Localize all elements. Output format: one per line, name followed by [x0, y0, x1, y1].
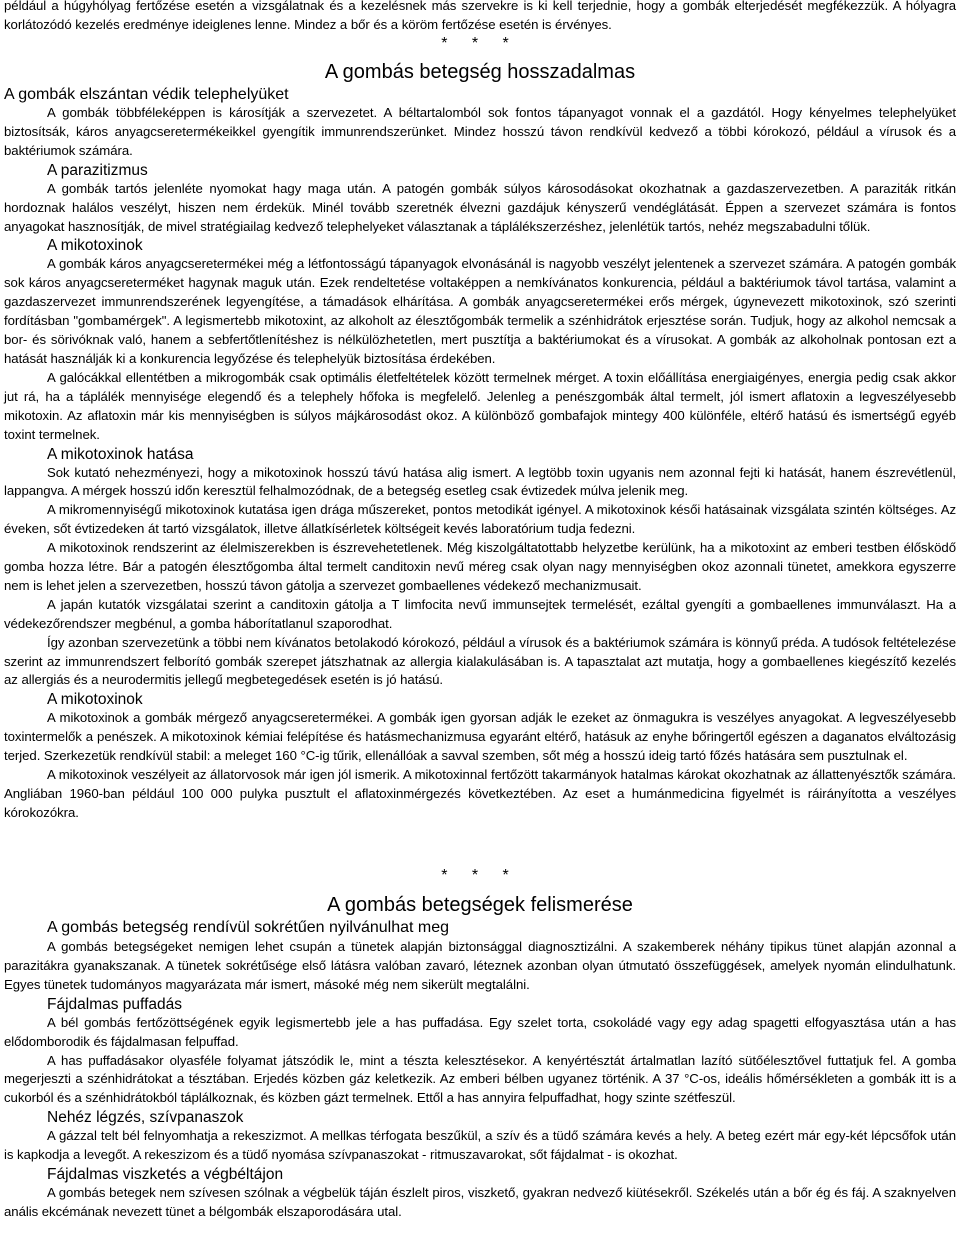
paragraph: A mikotoxinok rendszerint az élelmiszerekben is észrevehetetlenek. Még kiszolgáltatottabb helyzetbe kerülünk, ha a mikotoxint az emberi testben élősködő gomba hozza létre. Bár a patogén élesztőgomba által termelt canditoxin nevű méreg csak olyan nagy mennyiségben okoz azonnali tünetet, amekkora egyszerre nem is lehet jelen a szervezetben, hosszú távon gátolja a szervezet gombaellenes védekező mechanizmusait. [4, 540, 956, 593]
heading-breathing: Nehéz légzés, szívpanaszok [47, 1109, 244, 1127]
paragraph: A gombák többféleképpen is károsítják a szervezetet. A béltartalomból sok fontos tápanyagot vonnak el a gazdától. Hogy kényelmes telephelyüket biztosítsák, káros anyagcseretermékeikkel gyengítik immunrendszerünket. Mindez hosszú távon rendkívül kedvező a többi kórokozó, például a vírusok és a baktériumok számára. [4, 105, 956, 158]
section-recognition [4, 892, 956, 937]
paragraph: A gombás betegek nem szívesen szólnak a végbelük táján észlelt piros, viszkető, gyakran nedvező kiütésekről. Székelés után a bőr ég és fáj. A szaknyelven anális ekcémának nevezett tünet a bélgombák elszaporodására utal. [4, 1185, 956, 1219]
heading-bloating: Fájdalmas puffadás [47, 995, 182, 1013]
section-separator [4, 34, 956, 54]
heading-mycotoxin-effects: A mikotoxinok hatása [47, 445, 194, 463]
heading-itching: Fájdalmas viszketés a végbéltájon [47, 1166, 284, 1184]
paragraph: A gombák tartós jelenléte nyomokat hagy maga után. A patogén gombák súlyos károsodásokat okozhatnak a gazdaszervezetben. A paraziták ritkán hordoznak halálos veszélyt, hiszen nem érdekük. Minél tovább szeretnék élvezni gazdájuk kényszerű vendéglátását. Éppen a szervezet számára is fontos anyagokat hasznosítják, de mivel stratégiailag kedvező telephelyeket választanak a táplálékszerzéshez, jelenlétük tartós, nehéz megszabadulni tőlük. [4, 180, 956, 234]
paragraph: Sok kutató nehezményezi, hogy a mikotoxinok hosszú távú hatása alig ismert. A legtöbb toxin ugyanis nem azonnal fejti ki hatását, hanem észrevétlenül, lappangva. A mérgek hosszú időn keresztül felhalmozódnak, de a betegség esetleg csak évtizedek múlva jelenik meg. [4, 464, 956, 499]
paragraph: Így azonban szervezetünk a többi nem kívánatos betolakodó kórokozó, például a vírusok és a baktériumok számára is könnyű préda. A tudósok feltételezése szerint az immunrendszert felborító gombák szerepet játszhatnak az allergia kialakulásában is. A tapasztalat azt mutatja, hogy a gombaellenes kiegészítő kezelés az allergiás és a neurodermitis jellegű megbetegedések esetén is jó hatású. [4, 634, 956, 688]
section-recognition-body [4, 938, 956, 1222]
paragraph: például a húgyhólyag fertőzése esetén a vizsgálatnak és a kezelésnek más szervekre is ki kell terjednie, hogy a gombák elterjedését megfékezzük. A hólyagra korlátozódó kezelés eredménye ideiglenes lenne. Mindez a bőr és a köröm fertőzése esetén is érvényes. [4, 0, 956, 32]
section-long-illness [4, 59, 956, 104]
section-long-illness-body [4, 104, 956, 823]
section-separator-2 [4, 866, 956, 886]
intro-block [4, 0, 956, 35]
heading-mycotoxins: A mikotoxinok [47, 237, 143, 255]
separator-stars: * * * [441, 35, 519, 52]
paragraph: A gombás betegségeket nemigen lehet csupán a tünetek alapján biztonsággal diagnosztizálni. A szakemberek néhány tipikus tünet alapján azonnal a parazitákra gyanakszanak. A tünetek sokrétűsége első látásra valóban zavaró, léteznek azonban olyan útmutató összefüggések, amelyek nyomán elindulhatunk. Egyes tünetek tudományos magyarázata már ismert, másoké még nem sikerült megtalálni. [4, 939, 956, 992]
paragraph: A galócákkal ellentétben a mikrogombák csak optimális életfeltételek között termelnek mérget. A toxin előállítása energiaigényes, energia pedig csak akkor jut rá, ha a táplálék mennyisége elegendő és a telephely hőfoka is megfelelő. Jelenleg a penészgombák által termelt, jól ismert aflatoxin a legveszélyesebb mikotoxin. Az aflatoxin már kis mennyiségben is súlyos májkárosodást okoz. A különböző gombafajok mintegy 400 különféle, eltérő hatású és ismertségű egyéb toxint termelnek. [4, 369, 956, 442]
section-title: A gombás betegség hosszadalmas [324, 61, 636, 83]
section-title: A gombás betegségek felismerése [327, 894, 633, 916]
paragraph: A bél gombás fertőzöttségének egyik legismertebb jele a has puffadása. Egy szelet torta, csokoládé vagy egy adag spagetti elfogyasztása után a has elődomborodik és fájdalmasan felpuffad. [4, 1014, 956, 1049]
paragraph: A has puffadásakor olyasféle folyamat játszódik le, mint a tészta kelesztésekor. A kenyértésztát ártalmatlan lazító sütőélesztővel futtatjuk fel. A gomba megerjeszti a szénhidrátokat a tésztában. Erjedés közben gáz keletkezik. Az emberi bélben ugyanez történik. A 37 °C-os, ideális hőmérsékleten a gombák itt is a cukorból és a szénhidrátokból táplálkoznak, és közben gázt termelnek. Ettől a has annyira felpuffadhat, hogy szinte szétfeszül. [4, 1052, 956, 1106]
paragraph: A mikromennyiségű mikotoxinok kutatása igen drága műszereket, pontos metodikát igényel. A mikotoxinok késői hatásainak vizsgálata szintén költséges. Az éveken, sőt évtizedeken át tartó vizsgálatok, illetve állatkísérletek költségeit kevés laboratórium tudja fedezni. [4, 502, 956, 537]
heading-mycotoxins-2: A mikotoxinok [47, 691, 143, 709]
paragraph: A japán kutatók vizsgálatai szerint a canditoxin gátolja a T limfocita nevű immunsejtek termelését, ezáltal gyengíti a gombaellenes immunválaszt. Ha a védekezőrendszer megbénul, a gomba háborítatlanul szaporodhat. [4, 596, 956, 631]
separator-stars: * * * [441, 867, 519, 884]
paragraph: A gázzal telt bél felnyomhatja a rekeszizmot. A mellkas térfogata beszűkül, a szív és a tüdő számára kevés a hely. A beteg ezért már egy-két lépcsőfok után is kapkodja a levegőt. A rekeszizom és a tüdő nyomása szívpanaszokat - ritmuszavarokat, sőt fájdalmat - is okozhat. [4, 1128, 956, 1163]
paragraph: A mikotoxinok veszélyeit az állatorvosok már igen jól ismerik. A mikotoxinnal fertőzött takarmányok hatalmas károkat okozhatnak az állattenyésztők számára. Angliában 1960-ban például 100 000 pulyka pusztult el aflatoxinmérgezés következtében. Az eset a humánmedicina figyelmét is ráirányította a veszélyes kórokozókra. [4, 767, 956, 820]
paragraph: A mikotoxinok a gombák mérgező anyagcseretermékei. A gombák igen gyorsan adják le ezeket az önmagukra is veszélyes anyagokat. A legveszélyesebb toxintermelők a penészek. A mikotoxinok kémiai felépítése és hatásmechanizmusa egyaránt eltérő, hatásuk az enyhe bőringertől egészen a daganatos elváltozásig terjed. Szerkezetük rendkívül stabil: a meleget 160 °C-ig tűrik, ellenállóak a savval szemben, sőt még a hosszú ideig tartó főzés hatására sem pusztulnak el. [4, 710, 956, 764]
section-subtitle: A gombák elszántan védik telephelyüket [4, 86, 289, 103]
section-subtitle: A gombás betegség rendívül sokrétűen nyilvánulhat meg [47, 919, 450, 936]
paragraph: A gombák káros anyagcseretermékei még a létfontosságú tápanyagok elvonásánál is nagyobb veszélyt jelentenek a szervezet számára. A patogén gombák sok káros anyagcsereterméket hagynak maguk után. Ezek rendeltetése voltaképpen a nemkívánatos konkurencia, például a baktériumok távol tartása, valamint a gazdaszervezet immunrendszerének legyengítése, a támadások elhárítása. A gombák anyagcseretermékei erős mérgek, úgynevezett mikotoxinok, szó szerinti fordításban "gombamérgek". A legismertebb mikotoxint, az alkoholt az élesztőgombák termelik a szénhidrátok erjesztése során. Tudjuk, hogy az alkohol nemcsak a bor- és sörivóknak való, hanem a sebfertőtlenítéshez is nélkülözhetetlen, mert pusztítja a baktériumokat és a vírusokat. A gombák az alkoholnak pontosan ezt a hatását használják ki a konkurencia legyőzése és telephelyük biztosítása érdekében. [4, 256, 956, 366]
heading-parasitism: A parazitizmus [47, 161, 148, 179]
